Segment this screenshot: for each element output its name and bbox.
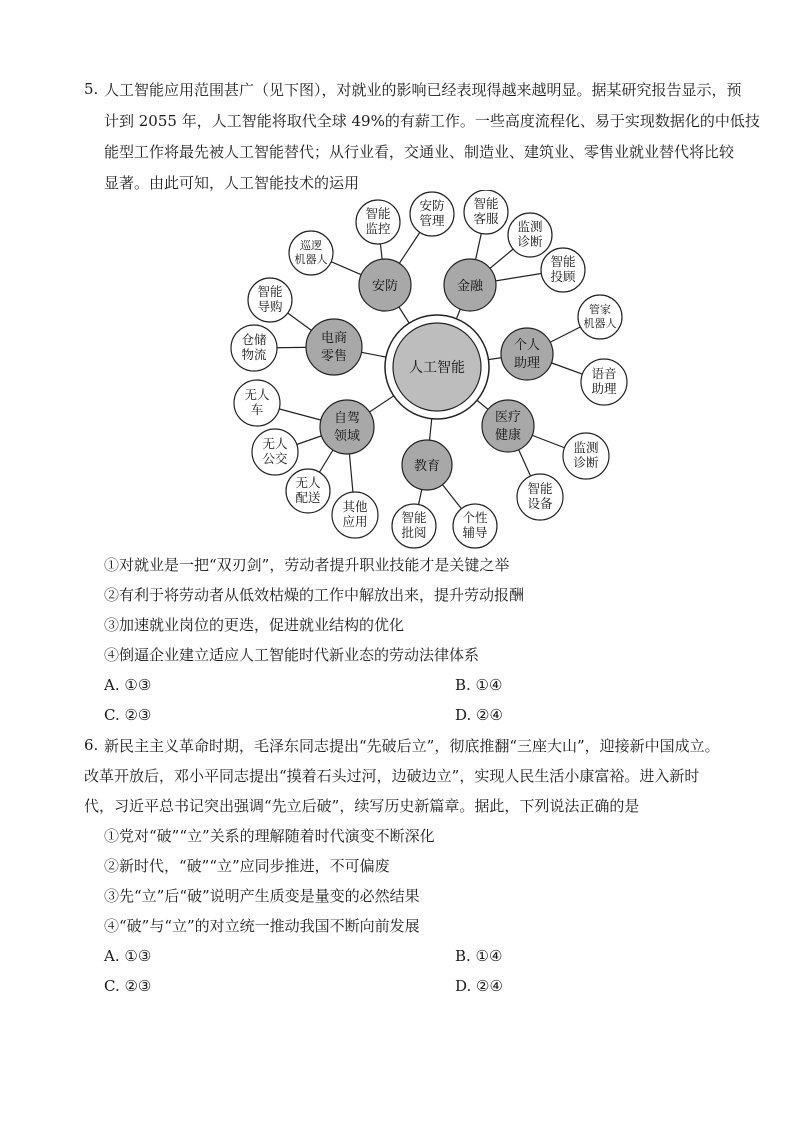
leaf-smart-grading-2: 批阅 xyxy=(401,525,427,540)
category-ecommerce-line2: 零售 xyxy=(320,349,348,364)
leaf-other-apps-1: 其他 xyxy=(342,499,368,514)
leaf-fin-diagnosis-1: 监测 xyxy=(517,219,543,234)
leaf-smart-advisor-1: 智能 xyxy=(550,254,576,269)
q6-statement-4: ④“破”与“立”的对立统一推动我国不断向前发展 xyxy=(104,917,420,935)
leaf-other-apps-2: 应用 xyxy=(342,514,368,529)
category-finance: 金融 xyxy=(456,279,484,294)
q6-option-d[interactable]: D. ②④ xyxy=(455,977,503,995)
leaf-driverless-bus-2: 公交 xyxy=(262,451,288,466)
q5-stem-line-4: 显著。由此可知，人工智能技术的运用 xyxy=(104,174,360,192)
leaf-smart-cs-2: 客服 xyxy=(473,211,499,226)
q6-stem-line-3: 代，习近平总书记突出强调“先立后破”，续写历史新篇章。据此，下列说法正确的是 xyxy=(84,797,640,815)
q5-statement-1: ①对就业是一把“双刃剑”，劳动者提升职业技能才是关键之举 xyxy=(104,556,510,574)
category-security: 安防 xyxy=(371,279,399,294)
q6-stem-line-2: 改革开放后，邓小平同志提出“摸着石头过河，边破边立”，实现人民生活小康富裕。进入新时 xyxy=(84,767,700,785)
q6-option-a[interactable]: A. ①③ xyxy=(104,947,152,965)
q5-statement-2: ②有利于将劳动者从低效枯燥的工作中解放出来，提升劳动报酬 xyxy=(104,586,525,604)
leaf-driverless-delivery-2: 配送 xyxy=(295,490,321,505)
leaf-butler-robot-1: 管家 xyxy=(589,303,611,316)
leaf-driverless-car-1: 无人 xyxy=(244,387,270,402)
q6-stem-line-1: 新民主主义革命时期，毛泽东同志提出“先破后立”，彻底推翻“三座大山”，迎接新中国成立。 xyxy=(104,737,720,755)
hub-label: 人工智能 xyxy=(409,360,465,376)
leaf-butler-robot-2: 机器人 xyxy=(583,317,617,330)
leaf-driverless-delivery-1: 无人 xyxy=(295,475,321,490)
leaf-logistics-2: 物流 xyxy=(241,347,267,362)
category-medical-line1: 医疗 xyxy=(494,410,522,425)
category-education: 教育 xyxy=(413,459,441,474)
leaf-smart-advisor-2: 投顾 xyxy=(550,269,576,284)
leaf-patrol-robot-1: 巡逻 xyxy=(300,239,322,252)
leaf-security-mgmt-1: 安防 xyxy=(419,198,445,213)
leaf-logistics-1: 仓储 xyxy=(241,332,267,347)
category-ecommerce-line1: 电商 xyxy=(320,331,348,346)
leaf-med-diagnosis-2: 诊断 xyxy=(573,455,599,470)
ai-application-diagram xyxy=(0,190,800,550)
leaf-med-diagnosis-1: 监测 xyxy=(573,440,599,455)
q5-stem-line-1: 人工智能应用范围甚广（见下图），对就业的影响已经表现得越来越明显。据某研究报告显示，预 xyxy=(104,81,742,99)
category-assistant-line1: 个人 xyxy=(513,338,541,353)
leaf-smart-monitoring-2: 监控 xyxy=(365,221,391,236)
leaf-personal-tutor-2: 辅导 xyxy=(462,525,488,540)
leaf-driverless-car-2: 车 xyxy=(250,402,264,417)
category-assistant-line2: 助理 xyxy=(513,356,541,371)
q6-statement-3: ③先“立”后“破”说明产生质变是量变的必然结果 xyxy=(104,887,420,905)
leaf-security-mgmt-2: 管理 xyxy=(419,213,445,228)
leaf-smart-cs-1: 智能 xyxy=(473,196,499,211)
category-driving-line2: 领域 xyxy=(333,429,361,444)
hub-node xyxy=(385,315,489,419)
leaf-patrol-robot-2: 机器人 xyxy=(294,253,328,266)
q6-statement-2: ②新时代，“破”“立”应同步推进，不可偏废 xyxy=(104,857,390,875)
leaf-personal-tutor-1: 个性 xyxy=(462,510,488,525)
q5-option-c[interactable]: C. ②③ xyxy=(104,706,152,724)
leaf-smart-grading-1: 智能 xyxy=(401,510,427,525)
question-6-number: 6. xyxy=(84,736,99,754)
q5-statement-3: ③加速就业岗位的更迭，促进就业结构的优化 xyxy=(104,616,405,634)
leaf-smart-device-2: 设备 xyxy=(527,496,553,511)
leaf-smart-monitoring-1: 智能 xyxy=(365,206,391,221)
leaf-driverless-bus-1: 无人 xyxy=(262,436,288,451)
q5-statement-4: ④倒逼企业建立适应人工智能时代新业态的劳动法律体系 xyxy=(104,646,480,664)
question-5-number: 5. xyxy=(84,80,99,98)
category-driving-line1: 自驾 xyxy=(333,411,361,426)
q5-option-d[interactable]: D. ②④ xyxy=(455,706,503,724)
leaf-voice-assistant-2: 助理 xyxy=(591,381,617,396)
q6-statement-1: ①党对“破”“立”关系的理解随着时代演变不断深化 xyxy=(104,827,435,845)
q5-stem-line-2: 计到 2055 年，人工智能将取代全球 49%的有薪工作。一些高度流程化、易于实现数据化的中低技 xyxy=(104,112,760,130)
q5-option-b[interactable]: B. ①④ xyxy=(455,676,503,694)
q5-stem-line-3: 能型工作将最先被人工智能替代；从行业看，交通业、制造业、建筑业、零售业就业替代将比较 xyxy=(104,143,735,161)
q6-option-c[interactable]: C. ②③ xyxy=(104,977,152,995)
q6-option-b[interactable]: B. ①④ xyxy=(455,947,503,965)
leaf-voice-assistant-1: 语音 xyxy=(591,366,617,381)
leaf-smart-guide-2: 导购 xyxy=(257,299,283,314)
q5-option-a[interactable]: A. ①③ xyxy=(104,676,152,694)
category-medical-line2: 健康 xyxy=(494,428,522,443)
leaf-fin-diagnosis-2: 诊断 xyxy=(517,234,543,249)
leaf-smart-device-1: 智能 xyxy=(527,481,553,496)
leaf-smart-guide-1: 智能 xyxy=(257,284,283,299)
